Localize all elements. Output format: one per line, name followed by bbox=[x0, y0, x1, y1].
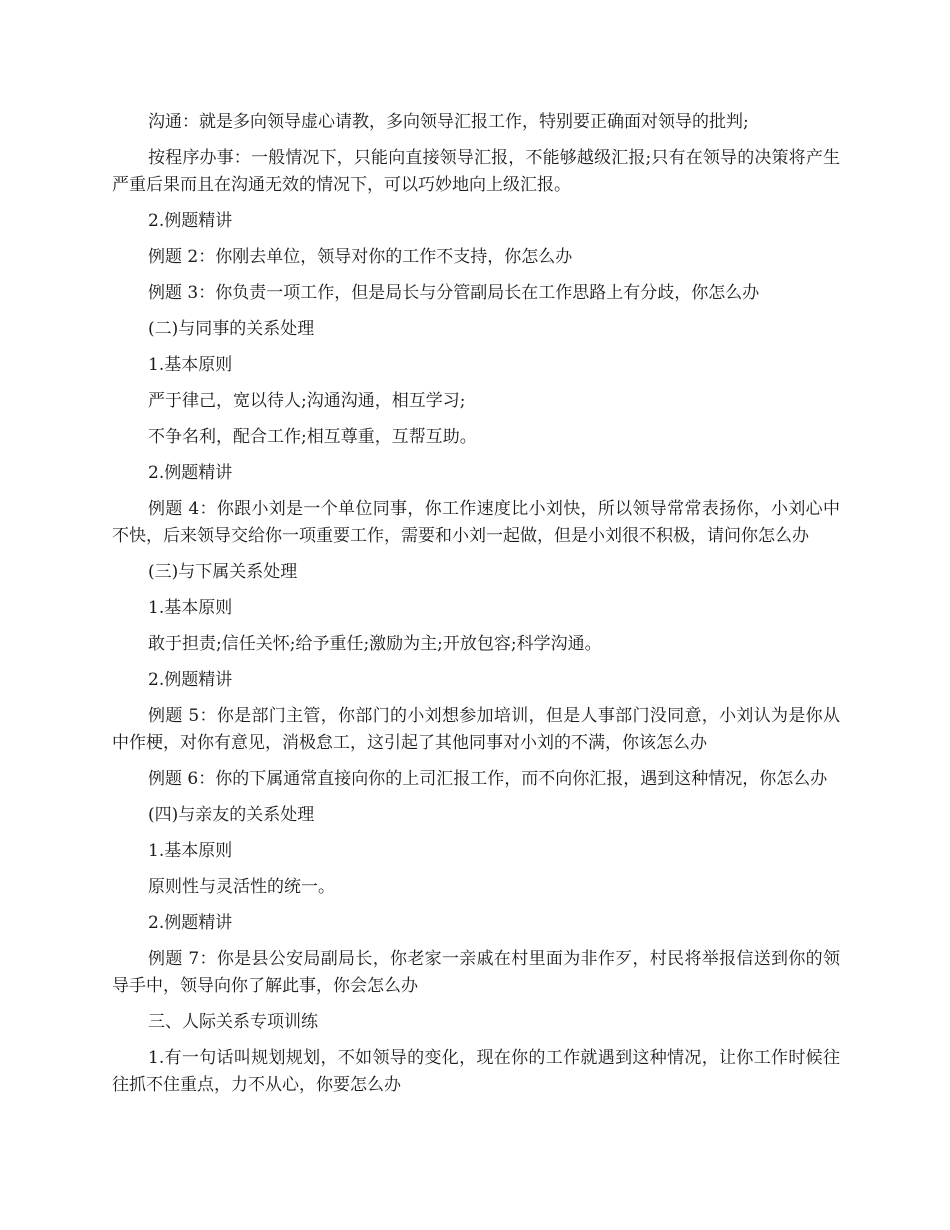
document-body bbox=[112, 109, 840, 1108]
paragraph-example-5: 例题 5：你是部门主管，你部门的小刘想参加培训，但是人事部门没同意，小刘认为是你从中作梗，对你有意见，消极怠工，这引起了其他同事对小刘的不满，你该怎么办 bbox=[112, 706, 840, 753]
paragraph-heading-principles: 1.基本原则 bbox=[148, 355, 233, 375]
paragraph-heading-principles: 1.基本原则 bbox=[148, 598, 233, 618]
paragraph-example-2: 例题 2：你刚去单位，领导对你的工作不支持，你怎么办 bbox=[148, 247, 573, 267]
paragraph-training-1: 1.有一句话叫规划规划，不如领导的变化，现在你的工作就遇到这种情况，让你工作时候往往抓不住重点，力不从心，你要怎么办 bbox=[112, 1048, 840, 1095]
paragraph-principles-1: 严于律己，宽以待人;沟通沟通，相互学习; bbox=[148, 391, 466, 411]
paragraph-heading-examples: 2.例题精讲 bbox=[148, 211, 233, 231]
paragraph-example-7: 例题 7：你是县公安局副局长，你老家一亲戚在村里面为非作歹，村民将举报信送到你的领导手中，领导向你了解此事，你会怎么办 bbox=[112, 949, 840, 996]
section-heading-subordinates: (三)与下属关系处理 bbox=[148, 562, 298, 582]
paragraph-communication: 沟通：就是多向领导虚心请教，多向领导汇报工作，特别要正确面对领导的批判; bbox=[148, 112, 749, 132]
paragraph-example-6: 例题 6：你的下属通常直接向你的上司汇报工作，而不向你汇报，遇到这种情况，你怎么办 bbox=[148, 769, 828, 789]
paragraph-heading-examples: 2.例题精讲 bbox=[148, 463, 233, 483]
paragraph-principles-4: 原则性与灵活性的统一。 bbox=[148, 877, 335, 897]
paragraph-heading-examples: 2.例题精讲 bbox=[148, 913, 233, 933]
paragraph-example-3: 例题 3：你负责一项工作，但是局长与分管副局长在工作思路上有分歧，你怎么办 bbox=[148, 283, 760, 303]
section-heading-colleagues: (二)与同事的关系处理 bbox=[148, 319, 315, 339]
section-heading-relatives: (四)与亲友的关系处理 bbox=[148, 805, 315, 825]
paragraph-principles-3: 敢于担责;信任关怀;给予重任;激励为主;开放包容;科学沟通。 bbox=[148, 634, 602, 654]
paragraph-heading-principles: 1.基本原则 bbox=[148, 841, 233, 861]
paragraph-procedure: 按程序办事：一般情况下，只能向直接领导汇报，不能够越级汇报;只有在领导的决策将产生严重后果而且在沟通无效的情况下，可以巧妙地向上级汇报。 bbox=[112, 148, 840, 195]
paragraph-example-4: 例题 4：你跟小刘是一个单位同事，你工作速度比小刘快，所以领导常常表扬你，小刘心中不快，后来领导交给你一项重要工作，需要和小刘一起做，但是小刘很不积极，请问你怎么办 bbox=[112, 499, 840, 546]
section-heading-training: 三、人际关系专项训练 bbox=[148, 1012, 318, 1032]
paragraph-heading-examples: 2.例题精讲 bbox=[148, 670, 233, 690]
paragraph-principles-2: 不争名利，配合工作;相互尊重，互帮互助。 bbox=[148, 427, 477, 447]
